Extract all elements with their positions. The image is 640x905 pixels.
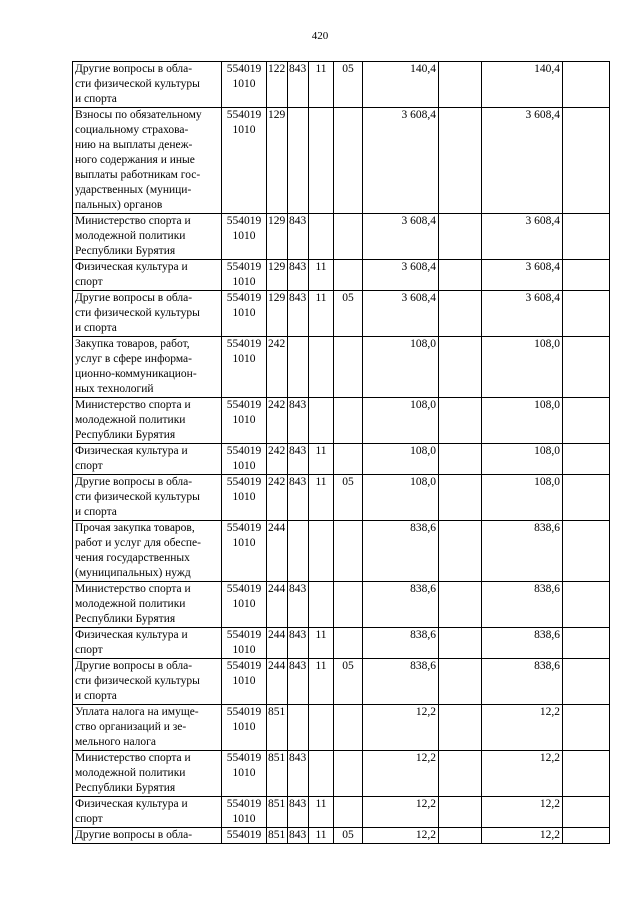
subsection-cell: 05: [334, 659, 363, 705]
empty-cell: [439, 582, 482, 628]
subsection-cell: [334, 108, 363, 214]
target-article-cell: 554019 1010: [222, 260, 267, 291]
empty-cell: [563, 475, 610, 521]
expense-type-cell: 242: [267, 337, 288, 398]
empty-cell: [563, 705, 610, 751]
expense-name-cell: Министерство спорта и молодежной политики Республики Бурятия: [73, 214, 222, 260]
expense-name-cell: Уплата налога на имуще- ство организаций и зе- мельного налога: [73, 705, 222, 751]
amount-cell: 838,6: [363, 628, 439, 659]
target-article-cell: 554019 1010: [222, 337, 267, 398]
section-cell: 11: [309, 628, 334, 659]
expense-type-cell: 851: [267, 751, 288, 797]
expense-type-cell: 129: [267, 260, 288, 291]
table-row: [73, 398, 610, 444]
section-cell: 11: [309, 62, 334, 108]
empty-cell: [563, 828, 610, 844]
section-cell: [309, 751, 334, 797]
subsection-cell: [334, 797, 363, 828]
target-article-cell: 554019 1010: [222, 62, 267, 108]
subsection-cell: [334, 705, 363, 751]
amount-total-cell: 108,0: [482, 444, 563, 475]
target-article-cell: 554019 1010: [222, 628, 267, 659]
table-row: [73, 751, 610, 797]
empty-cell: [563, 214, 610, 260]
amount-total-cell: 12,2: [482, 828, 563, 844]
ministry-code-cell: [288, 337, 309, 398]
table-row: [73, 444, 610, 475]
expense-type-cell: 242: [267, 475, 288, 521]
subsection-cell: 05: [334, 475, 363, 521]
empty-cell: [439, 337, 482, 398]
section-cell: [309, 398, 334, 444]
expense-name-cell: Другие вопросы в обла- сти физической культуры и спорта: [73, 62, 222, 108]
table-row: [73, 108, 610, 214]
ministry-code-cell: [288, 108, 309, 214]
target-article-cell: 554019 1010: [222, 444, 267, 475]
amount-cell: 108,0: [363, 398, 439, 444]
expense-name-cell: Другие вопросы в обла-: [73, 828, 222, 844]
empty-cell: [563, 659, 610, 705]
target-article-cell: 554019 1010: [222, 582, 267, 628]
empty-cell: [439, 62, 482, 108]
amount-total-cell: 108,0: [482, 337, 563, 398]
section-cell: 11: [309, 659, 334, 705]
section-cell: [309, 582, 334, 628]
amount-cell: 838,6: [363, 659, 439, 705]
amount-cell: 108,0: [363, 475, 439, 521]
expense-name-cell: Другие вопросы в обла- сти физической культуры и спорта: [73, 659, 222, 705]
empty-cell: [439, 751, 482, 797]
section-cell: 11: [309, 828, 334, 844]
empty-cell: [439, 444, 482, 475]
section-cell: [309, 705, 334, 751]
expense-name-cell: Физическая культура и спорт: [73, 444, 222, 475]
target-article-cell: 554019 1010: [222, 108, 267, 214]
table-row: [73, 705, 610, 751]
section-cell: [309, 521, 334, 582]
expense-name-cell: Другие вопросы в обла- сти физической культуры и спорта: [73, 475, 222, 521]
ministry-code-cell: [288, 705, 309, 751]
amount-cell: 3 608,4: [363, 291, 439, 337]
target-article-cell: 554019 1010: [222, 214, 267, 260]
expense-name-cell: Физическая культура и спорт: [73, 628, 222, 659]
expense-type-cell: 244: [267, 659, 288, 705]
amount-cell: 108,0: [363, 444, 439, 475]
ministry-code-cell: 843: [288, 659, 309, 705]
expense-name-cell: Министерство спорта и молодежной политики Республики Бурятия: [73, 582, 222, 628]
table-row: [73, 521, 610, 582]
empty-cell: [439, 260, 482, 291]
amount-total-cell: 838,6: [482, 521, 563, 582]
target-article-cell: 554019 1010: [222, 797, 267, 828]
table-row: [73, 260, 610, 291]
ministry-code-cell: 843: [288, 398, 309, 444]
empty-cell: [439, 214, 482, 260]
amount-total-cell: 108,0: [482, 398, 563, 444]
subsection-cell: [334, 628, 363, 659]
empty-cell: [563, 398, 610, 444]
target-article-cell: 554019 1010: [222, 521, 267, 582]
amount-cell: 12,2: [363, 751, 439, 797]
subsection-cell: 05: [334, 62, 363, 108]
amount-cell: 838,6: [363, 521, 439, 582]
ministry-code-cell: 843: [288, 582, 309, 628]
section-cell: [309, 108, 334, 214]
amount-total-cell: 3 608,4: [482, 260, 563, 291]
expense-name-cell: Физическая культура и спорт: [73, 797, 222, 828]
amount-cell: 12,2: [363, 828, 439, 844]
empty-cell: [439, 398, 482, 444]
empty-cell: [563, 797, 610, 828]
section-cell: 11: [309, 475, 334, 521]
ministry-code-cell: 843: [288, 751, 309, 797]
empty-cell: [563, 108, 610, 214]
amount-cell: 3 608,4: [363, 260, 439, 291]
ministry-code-cell: 843: [288, 260, 309, 291]
expense-type-cell: 851: [267, 828, 288, 844]
table-row: [73, 628, 610, 659]
section-cell: 11: [309, 291, 334, 337]
ministry-code-cell: 843: [288, 828, 309, 844]
table-row: [73, 291, 610, 337]
expense-name-cell: Физическая культура и спорт: [73, 260, 222, 291]
empty-cell: [439, 628, 482, 659]
table-row: [73, 62, 610, 108]
subsection-cell: [334, 214, 363, 260]
table-row: [73, 337, 610, 398]
table-row: [73, 582, 610, 628]
target-article-cell: 554019 1010: [222, 291, 267, 337]
amount-total-cell: 3 608,4: [482, 108, 563, 214]
amount-cell: 838,6: [363, 582, 439, 628]
expense-type-cell: 851: [267, 797, 288, 828]
empty-cell: [563, 521, 610, 582]
amount-total-cell: 3 608,4: [482, 291, 563, 337]
table-row: [73, 475, 610, 521]
subsection-cell: [334, 398, 363, 444]
empty-cell: [563, 260, 610, 291]
ministry-code-cell: 843: [288, 444, 309, 475]
ministry-code-cell: 843: [288, 628, 309, 659]
section-cell: [309, 214, 334, 260]
ministry-code-cell: [288, 521, 309, 582]
empty-cell: [563, 291, 610, 337]
subsection-cell: [334, 260, 363, 291]
table-row: [73, 797, 610, 828]
expense-name-cell: Прочая закупка товаров, работ и услуг для обеспе- чения государственных (муниципальных) нужд: [73, 521, 222, 582]
expense-type-cell: 242: [267, 398, 288, 444]
subsection-cell: [334, 337, 363, 398]
expense-type-cell: 129: [267, 291, 288, 337]
expense-type-cell: 851: [267, 705, 288, 751]
section-cell: 11: [309, 797, 334, 828]
subsection-cell: 05: [334, 291, 363, 337]
amount-total-cell: 12,2: [482, 751, 563, 797]
target-article-cell: 554019 1010: [222, 705, 267, 751]
expense-type-cell: 122: [267, 62, 288, 108]
expense-type-cell: 244: [267, 628, 288, 659]
amount-cell: 3 608,4: [363, 214, 439, 260]
amount-total-cell: 12,2: [482, 705, 563, 751]
empty-cell: [563, 444, 610, 475]
target-article-cell: 554019 1010: [222, 475, 267, 521]
budget-table: [72, 61, 610, 844]
amount-cell: 140,4: [363, 62, 439, 108]
expense-name-cell: Министерство спорта и молодежной политики Республики Бурятия: [73, 751, 222, 797]
subsection-cell: [334, 751, 363, 797]
section-cell: [309, 337, 334, 398]
target-article-cell: 554019 1010: [222, 398, 267, 444]
expense-type-cell: 244: [267, 582, 288, 628]
table-body: [73, 62, 610, 844]
ministry-code-cell: 843: [288, 291, 309, 337]
table-row: [73, 214, 610, 260]
empty-cell: [563, 628, 610, 659]
subsection-cell: [334, 444, 363, 475]
section-cell: 11: [309, 260, 334, 291]
page-number: 420: [311, 30, 329, 42]
expense-type-cell: 242: [267, 444, 288, 475]
empty-cell: [439, 705, 482, 751]
amount-total-cell: 12,2: [482, 797, 563, 828]
expense-type-cell: 244: [267, 521, 288, 582]
expense-type-cell: 129: [267, 108, 288, 214]
amount-total-cell: 108,0: [482, 475, 563, 521]
expense-type-cell: 129: [267, 214, 288, 260]
target-article-cell: 554019 1010: [222, 751, 267, 797]
ministry-code-cell: 843: [288, 797, 309, 828]
amount-total-cell: 838,6: [482, 582, 563, 628]
ministry-code-cell: 843: [288, 475, 309, 521]
empty-cell: [439, 659, 482, 705]
target-article-cell: 554019: [222, 828, 267, 844]
expense-name-cell: Министерство спорта и молодежной политики Республики Бурятия: [73, 398, 222, 444]
section-cell: 11: [309, 444, 334, 475]
amount-cell: 12,2: [363, 797, 439, 828]
amount-cell: 108,0: [363, 337, 439, 398]
empty-cell: [563, 62, 610, 108]
empty-cell: [439, 108, 482, 214]
empty-cell: [439, 291, 482, 337]
ministry-code-cell: 843: [288, 62, 309, 108]
empty-cell: [563, 751, 610, 797]
target-article-cell: 554019 1010: [222, 659, 267, 705]
expense-name-cell: Взносы по обязательному социальному страхова- нию на выплаты денеж- ного содержания и иные выплаты работникам гос- ударственных (муници- пальных) органов: [73, 108, 222, 214]
amount-total-cell: 838,6: [482, 659, 563, 705]
amount-cell: 12,2: [363, 705, 439, 751]
empty-cell: [563, 582, 610, 628]
table-row: [73, 659, 610, 705]
subsection-cell: 05: [334, 828, 363, 844]
empty-cell: [439, 797, 482, 828]
amount-total-cell: 140,4: [482, 62, 563, 108]
expense-name-cell: Другие вопросы в обла- сти физической культуры и спорта: [73, 291, 222, 337]
amount-cell: 3 608,4: [363, 108, 439, 214]
subsection-cell: [334, 582, 363, 628]
empty-cell: [439, 475, 482, 521]
empty-cell: [439, 828, 482, 844]
empty-cell: [563, 337, 610, 398]
subsection-cell: [334, 521, 363, 582]
expense-name-cell: Закупка товаров, работ, услуг в сфере информа- ционно-коммуникацион- ных технологий: [73, 337, 222, 398]
table-row: [73, 828, 610, 844]
amount-total-cell: 3 608,4: [482, 214, 563, 260]
ministry-code-cell: 843: [288, 214, 309, 260]
amount-total-cell: 838,6: [482, 628, 563, 659]
empty-cell: [439, 521, 482, 582]
